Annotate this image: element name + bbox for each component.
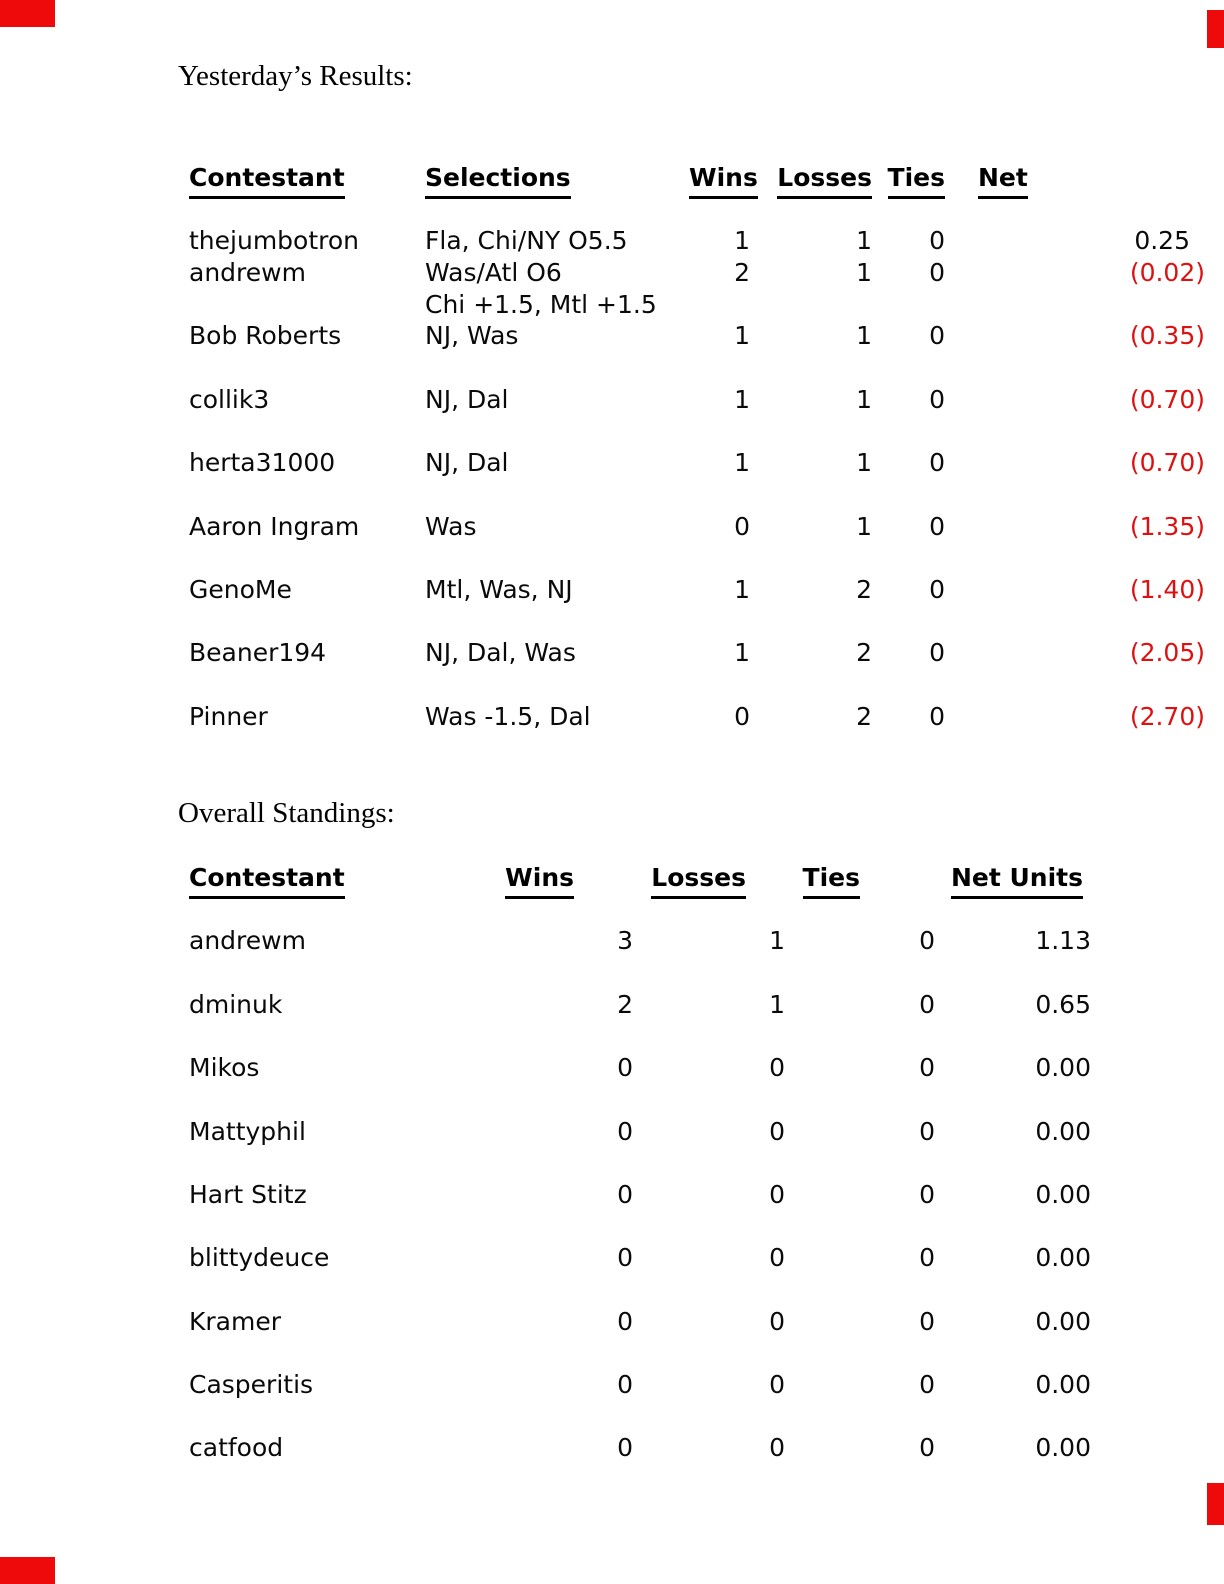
- standings-cell: [633, 1211, 785, 1243]
- results-cell: collik3: [189, 384, 270, 414]
- table-row: [0, 447, 1224, 479]
- results-cell: [189, 194, 425, 226]
- standings-cell: 0.00: [1035, 1179, 1091, 1209]
- standings-cell: 1.13: [1035, 926, 1091, 956]
- standings-cell: 0: [617, 1370, 633, 1399]
- standings-header-net-units: Net Units: [935, 862, 1091, 899]
- standings-cell: 0: [769, 1053, 785, 1083]
- standings-cell: [440, 1020, 633, 1052]
- standings-cell: 0: [919, 1179, 935, 1209]
- blank-row: [0, 1147, 1224, 1179]
- standings-cell: [935, 1147, 1091, 1179]
- results-cell: 1: [856, 448, 872, 478]
- table-row: [0, 511, 1224, 543]
- standings-cell: [440, 1211, 633, 1243]
- results-cell: NJ, Was: [425, 321, 519, 351]
- results-cell: GenoMe: [189, 574, 292, 604]
- results-header-selections: Selections: [425, 162, 689, 199]
- standings-section-title: Overall Standings:: [178, 797, 395, 829]
- standings-cell: dminuk: [189, 989, 283, 1019]
- results-cell: [872, 416, 945, 448]
- results-header-row: [0, 162, 1224, 194]
- results-cell: [425, 606, 689, 638]
- results-cell: Chi +1.5, Mtl +1.5: [425, 289, 657, 319]
- results-section-title: Yesterday’s Results:: [178, 60, 413, 92]
- standings-cell: Mikos: [189, 1053, 260, 1083]
- results-cell: 1: [734, 448, 750, 478]
- results-cell: [872, 352, 945, 384]
- results-cell: 1: [856, 321, 872, 351]
- blank-row: [0, 669, 1224, 701]
- results-cell: [425, 479, 689, 511]
- results-cell: 2: [856, 638, 872, 668]
- standings-cell: 0.00: [1035, 1306, 1091, 1336]
- results-cell: [750, 289, 872, 321]
- standings-cell: 0: [919, 1370, 935, 1399]
- standings-cell: 0.00: [1035, 1116, 1091, 1146]
- standings-cell: [440, 1147, 633, 1179]
- results-cell: Mtl, Was, NJ: [425, 574, 573, 604]
- results-cell: (0.35): [1129, 321, 1205, 351]
- results-cell: 0: [734, 701, 750, 731]
- results-cell: NJ, Dal, Was: [425, 638, 576, 668]
- table-row: [0, 637, 1224, 669]
- standings-cell: [440, 894, 633, 926]
- results-cell: [872, 194, 945, 226]
- results-cell: [750, 479, 872, 511]
- blank-row: [0, 1211, 1224, 1243]
- results-cell: [189, 289, 425, 321]
- standings-cell: 0.65: [1035, 989, 1091, 1019]
- results-cell: 2: [856, 701, 872, 731]
- standings-cell: 3: [617, 926, 633, 956]
- blank-row: [0, 416, 1224, 448]
- standings-cell: [189, 1084, 440, 1116]
- standings-cell: 0: [769, 1116, 785, 1146]
- results-cell: 0: [929, 226, 945, 256]
- standings-cell: 0: [769, 1306, 785, 1336]
- standings-cell: 0: [617, 1243, 633, 1273]
- results-cell: [425, 352, 689, 384]
- results-cell: 1: [734, 384, 750, 414]
- results-cell: (0.70): [1129, 384, 1205, 414]
- results-cell: 2: [734, 258, 750, 288]
- standings-cell: [785, 1084, 935, 1116]
- standings-header-ties: Ties: [785, 862, 935, 899]
- results-cell: 0: [929, 448, 945, 478]
- standings-cell: [935, 957, 1091, 989]
- standings-cell: [633, 1020, 785, 1052]
- results-cell: andrewm: [189, 258, 306, 288]
- standings-cell: 0: [919, 1243, 935, 1273]
- table-row: [0, 320, 1224, 352]
- results-cell: 0: [929, 258, 945, 288]
- results-cell: 0: [929, 384, 945, 414]
- table-row: [0, 1052, 1224, 1084]
- standings-cell: 0.00: [1035, 1370, 1091, 1399]
- results-cell: [425, 416, 689, 448]
- results-table: [0, 162, 1224, 732]
- results-cell: [689, 352, 750, 384]
- blank-row: [0, 606, 1224, 638]
- standings-cell: 0.00: [1035, 1053, 1091, 1083]
- results-cell: (2.70): [1129, 701, 1205, 731]
- standings-header-contestant: Contestant: [189, 862, 440, 899]
- red-corner-mark-bottom-left: [0, 1557, 55, 1584]
- results-cell: herta31000: [189, 448, 336, 478]
- standings-cell: [785, 1401, 935, 1433]
- results-cell: Pinner: [189, 701, 268, 731]
- standings-cell: blittydeuce: [189, 1243, 330, 1273]
- results-cell: thejumbotron: [189, 226, 360, 256]
- results-cell: Was -1.5, Dal: [425, 701, 591, 731]
- results-cell: [750, 542, 872, 574]
- results-cell: 1: [734, 574, 750, 604]
- results-cell: [750, 416, 872, 448]
- standings-cell: [189, 1337, 440, 1369]
- standings-cell: [440, 1274, 633, 1306]
- results-cell: [425, 194, 689, 226]
- blank-row: [0, 194, 1224, 226]
- results-header-contestant: Contestant: [189, 162, 425, 199]
- standings-cell: [785, 1274, 935, 1306]
- red-corner-mark-bottom-right: [1207, 1483, 1224, 1525]
- red-corner-mark-top-left: [0, 0, 55, 27]
- table-row: [0, 384, 1224, 416]
- results-cell: [189, 669, 425, 701]
- blank-row: [0, 542, 1224, 574]
- results-header-losses: Losses: [750, 162, 872, 199]
- results-cell: NJ, Dal: [425, 448, 509, 478]
- standings-cell: [935, 1084, 1091, 1116]
- results-cell: 0: [929, 511, 945, 541]
- red-corner-mark-top-right: [1207, 10, 1224, 48]
- standings-cell: [633, 1337, 785, 1369]
- table-row: [0, 989, 1224, 1021]
- table-row: [0, 1306, 1224, 1338]
- standings-cell: 0: [617, 1116, 633, 1146]
- results-header-ties: Ties: [872, 162, 945, 199]
- table-row: [0, 925, 1224, 957]
- blank-row: [0, 1274, 1224, 1306]
- results-cell: [945, 606, 1205, 638]
- standings-cell: 0: [617, 1433, 633, 1463]
- blank-row: [0, 1084, 1224, 1116]
- standings-cell: [935, 1211, 1091, 1243]
- table-row: [0, 257, 1224, 289]
- results-cell: [750, 606, 872, 638]
- results-cell: [872, 606, 945, 638]
- results-cell: [945, 416, 1205, 448]
- results-cell: 1: [734, 321, 750, 351]
- table-row: [0, 1432, 1224, 1464]
- standings-cell: [440, 1401, 633, 1433]
- standings-cell: [785, 894, 935, 926]
- standings-cell: 1: [769, 926, 785, 956]
- standings-cell: [633, 1401, 785, 1433]
- results-cell: 0: [929, 574, 945, 604]
- standings-cell: Kramer: [189, 1306, 282, 1336]
- standings-cell: 1: [769, 989, 785, 1019]
- results-cell: 0: [734, 511, 750, 541]
- results-cell: 2: [856, 574, 872, 604]
- table-row: [0, 225, 1224, 257]
- table-row: [0, 1369, 1224, 1401]
- blank-row: [0, 479, 1224, 511]
- table-row: [0, 1242, 1224, 1274]
- standings-header-row: [0, 862, 1224, 894]
- standings-cell: Hart Stitz: [189, 1179, 307, 1209]
- blank-row: [0, 957, 1224, 989]
- standings-cell: Mattyphil: [189, 1116, 306, 1146]
- results-cell: Beaner194: [189, 638, 327, 668]
- standings-cell: [935, 1401, 1091, 1433]
- table-row: [0, 1116, 1224, 1148]
- standings-cell: [785, 1147, 935, 1179]
- table-row: [0, 574, 1224, 606]
- results-cell: (2.05): [1129, 638, 1205, 668]
- standings-cell: 0: [769, 1243, 785, 1273]
- results-cell: 0: [929, 701, 945, 731]
- standings-cell: [189, 1211, 440, 1243]
- blank-row: [0, 1020, 1224, 1052]
- results-cell: [872, 289, 945, 321]
- results-cell: (0.02): [1129, 258, 1205, 288]
- results-cell: [189, 606, 425, 638]
- standings-cell: 0: [617, 1053, 633, 1083]
- standings-cell: [935, 894, 1091, 926]
- standings-cell: [935, 1274, 1091, 1306]
- results-cell: 0.25: [1134, 226, 1190, 256]
- results-cell: 1: [856, 511, 872, 541]
- standings-cell: 0: [769, 1370, 785, 1399]
- results-cell: 0: [929, 321, 945, 351]
- standings-cell: [633, 1274, 785, 1306]
- results-cell: Bob Roberts: [189, 321, 342, 351]
- standings-cell: [785, 1211, 935, 1243]
- blank-row: [0, 894, 1224, 926]
- results-cell: [750, 352, 872, 384]
- results-cell: [189, 479, 425, 511]
- results-cell: [425, 669, 689, 701]
- standings-cell: [440, 1337, 633, 1369]
- standings-cell: 0: [919, 989, 935, 1019]
- results-cell: [689, 606, 750, 638]
- results-cell: 1: [734, 638, 750, 668]
- results-cell: [689, 542, 750, 574]
- results-cell: (0.70): [1129, 448, 1205, 478]
- results-cell: [189, 352, 425, 384]
- standings-cell: [440, 1084, 633, 1116]
- standings-cell: 0: [919, 1053, 935, 1083]
- standings-cell: [440, 957, 633, 989]
- results-cell: [945, 194, 1205, 226]
- results-cell: [872, 669, 945, 701]
- results-cell: [689, 479, 750, 511]
- results-header-net: Net: [945, 162, 1205, 199]
- results-cell: [189, 416, 425, 448]
- standings-cell: [935, 1337, 1091, 1369]
- results-cell: [945, 352, 1205, 384]
- standings-cell: 0: [919, 1306, 935, 1336]
- standings-cell: [935, 1020, 1091, 1052]
- results-cell: [689, 289, 750, 321]
- standings-cell: Casperitis: [189, 1370, 314, 1399]
- standings-cell: [633, 1147, 785, 1179]
- table-row: [0, 289, 1224, 321]
- results-header-wins: Wins: [689, 162, 750, 199]
- standings-cell: 0: [769, 1179, 785, 1209]
- standings-cell: andrewm: [189, 926, 306, 956]
- results-cell: 0: [929, 638, 945, 668]
- results-cell: (1.40): [1129, 574, 1205, 604]
- standings-cell: [633, 957, 785, 989]
- standings-cell: [785, 1337, 935, 1369]
- results-cell: [189, 542, 425, 574]
- results-cell: Was: [425, 511, 477, 541]
- results-cell: Fla, Chi/NY O5.5: [425, 226, 628, 256]
- results-cell: Was/Atl O6: [425, 258, 562, 288]
- results-cell: [689, 669, 750, 701]
- standings-cell: [785, 957, 935, 989]
- standings-cell: [189, 1401, 440, 1433]
- results-cell: [945, 542, 1205, 574]
- standings-cell: 0: [617, 1179, 633, 1209]
- standings-cell: 0: [617, 1306, 633, 1336]
- results-cell: Aaron Ingram: [189, 511, 360, 541]
- standings-cell: 2: [617, 989, 633, 1019]
- standings-cell: [189, 894, 440, 926]
- standings-cell: catfood: [189, 1433, 284, 1463]
- standings-header-wins: Wins: [440, 862, 633, 899]
- results-cell: [425, 542, 689, 574]
- standings-cell: [189, 1147, 440, 1179]
- results-cell: [872, 542, 945, 574]
- results-cell: [945, 289, 1205, 321]
- results-cell: 1: [856, 384, 872, 414]
- results-cell: [689, 194, 750, 226]
- blank-row: [0, 352, 1224, 384]
- results-cell: [945, 669, 1205, 701]
- blank-row: [0, 1337, 1224, 1369]
- results-cell: [689, 416, 750, 448]
- standings-cell: [633, 1084, 785, 1116]
- standings-cell: [189, 1020, 440, 1052]
- standings-cell: 0: [919, 1116, 935, 1146]
- standings-header-losses: Losses: [633, 862, 785, 899]
- results-cell: (1.35): [1129, 511, 1205, 541]
- standings-cell: [785, 1020, 935, 1052]
- standings-cell: 0.00: [1035, 1433, 1091, 1463]
- results-cell: [945, 479, 1205, 511]
- results-cell: [750, 194, 872, 226]
- blank-row: [0, 1401, 1224, 1433]
- results-cell: 1: [856, 258, 872, 288]
- table-row: [0, 701, 1224, 733]
- standings-cell: 0: [919, 926, 935, 956]
- standings-cell: 0: [769, 1433, 785, 1463]
- results-cell: NJ, Dal: [425, 384, 509, 414]
- table-row: [0, 1179, 1224, 1211]
- standings-cell: [189, 957, 440, 989]
- standings-cell: 0.00: [1035, 1243, 1091, 1273]
- results-cell: 1: [734, 226, 750, 256]
- results-cell: [872, 479, 945, 511]
- standings-cell: 0: [919, 1433, 935, 1463]
- standings-cell: [189, 1274, 440, 1306]
- results-cell: 1: [856, 226, 872, 256]
- results-cell: [750, 669, 872, 701]
- standings-table: [0, 862, 1224, 1464]
- standings-cell: [633, 894, 785, 926]
